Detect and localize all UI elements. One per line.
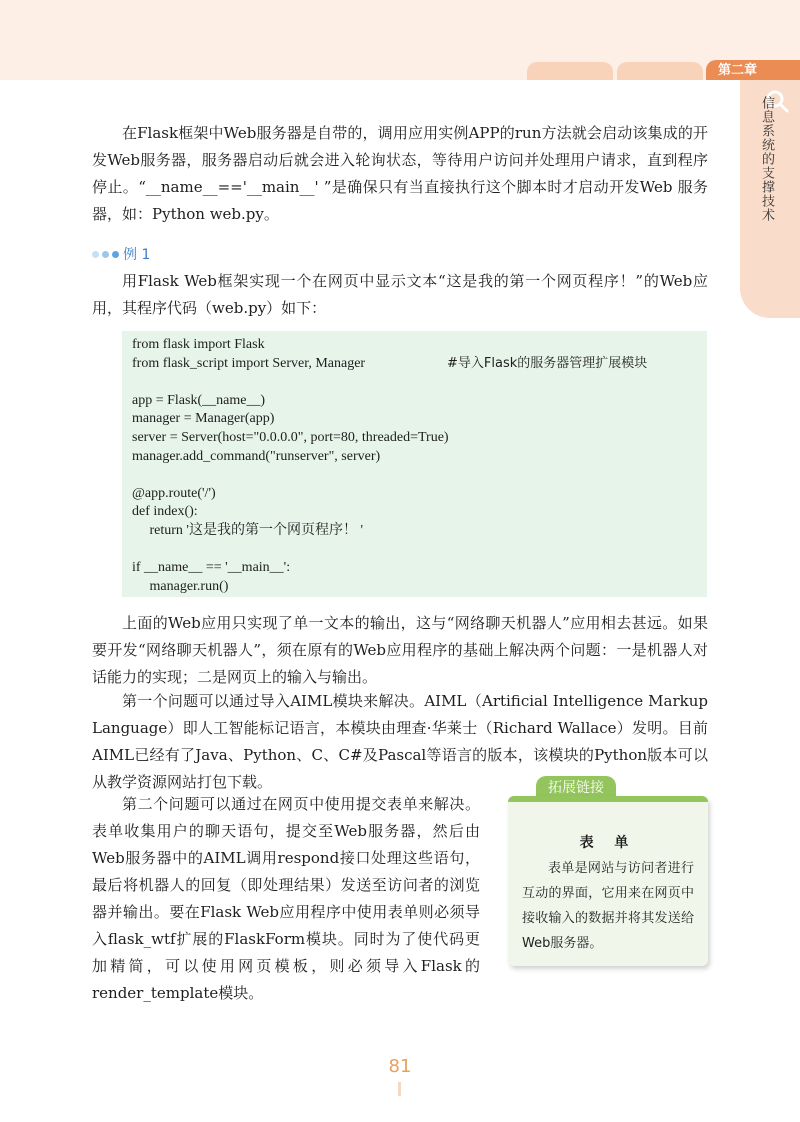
example-number: 例 1 bbox=[123, 247, 151, 263]
callout-title: 表 单 bbox=[579, 835, 637, 851]
code-line bbox=[132, 355, 707, 374]
code-line: def index(): bbox=[132, 504, 198, 520]
callout-box bbox=[508, 796, 708, 966]
code-line bbox=[132, 373, 707, 392]
paragraph-3: 第二个问题可以通过在网页中使用提交表单来解决。表单收集用户的聊天语句，提交至Web服务器，然后由Web服务器中的AIML调用respond接口处理这些语句，最后将机器人的回复（即处理结果）发送至访问者的浏览器并输出。要在Flask Web应用程序中使用表单则必须导入flask_wtf扩展的FlaskForm模块。同时为了使代码更加精简，可以使用网页模板，则必须导入Flask的render_template模块。 bbox=[92, 795, 480, 1002]
chapter-tab-inactive bbox=[527, 62, 613, 80]
example-description: 用Flask Web框架实现一个在网页中显示文本“这是我的第一个网页程序！”的Web应用，其程序代码（web.py）如下： bbox=[92, 272, 708, 317]
code-line: return '这是我的第一个网页程序！ ' bbox=[132, 522, 363, 538]
code-line bbox=[132, 541, 707, 560]
code-line: if __name__ == '__main__': bbox=[132, 560, 291, 576]
paragraph-2: 第一个问题可以通过导入AIML模块来解决。AIML（Artificial Intelligence Markup Language）即人工智能标记语言，本模块由理查·华莱士（Richard Wallace）发明。目前AIML已经有了Java、Python、C、C#及Pascal等语言的版本，该模块的Python版本可以从教学资源网站打包下载。 bbox=[92, 692, 708, 791]
intro-paragraph: 在Flask框架中Web服务器是自带的，调用应用实例APP的run方法就会启动该集成的开发Web服务器，服务器启动后就会进入轮询状态，等待用户访问并处理用户请求，直到程序停止。“__name__=='__main__' ”是确保只有当直接执行这个脚本时才启动开发Web 服务器，如：Python web.py。 bbox=[92, 124, 708, 223]
side-title: 信息系统的支撑技术 bbox=[759, 96, 774, 222]
code-line: app = Flask(__name__) bbox=[132, 392, 266, 408]
chapter-tab: 第二章 bbox=[706, 60, 800, 80]
code-line: server = Server(host="0.0.0.0", port=80, threaded=True) bbox=[132, 429, 449, 445]
code-line: from flask import Flask bbox=[132, 337, 265, 352]
page-marker bbox=[398, 1082, 401, 1096]
code-line: manager = Manager(app) bbox=[132, 411, 275, 427]
dots-icon bbox=[92, 251, 119, 258]
chapter-tab-inactive bbox=[617, 62, 703, 80]
paragraph-1: 上面的Web应用只实现了单一文本的输出，这与“网络聊天机器人”应用相去甚远。如果要开发“网络聊天机器人”，须在原有的Web应用程序的基础上解决两个问题：一是机器人对话能力的实现；二是网页上的输入与输出。 bbox=[92, 614, 708, 686]
code-line: manager.add_command("runserver", server) bbox=[132, 448, 381, 464]
callout-tab: 拓展链接 bbox=[536, 776, 616, 800]
code-line: @app.route('/') bbox=[132, 485, 216, 501]
code-line: manager.run() bbox=[132, 578, 229, 594]
code-comment: #导入Flask的服务器管理扩展模块 bbox=[447, 355, 648, 371]
example-label bbox=[92, 244, 150, 264]
callout-text: 表单是网站与访问者进行互动的界面，它用来在网页中接收输入的数据并将其发送给Web服务器。 bbox=[522, 861, 694, 951]
page-number: 81 bbox=[388, 1056, 412, 1077]
code-line bbox=[132, 466, 707, 485]
code-block bbox=[122, 331, 707, 597]
code-text: from flask_script import Server, Manager bbox=[132, 355, 366, 371]
